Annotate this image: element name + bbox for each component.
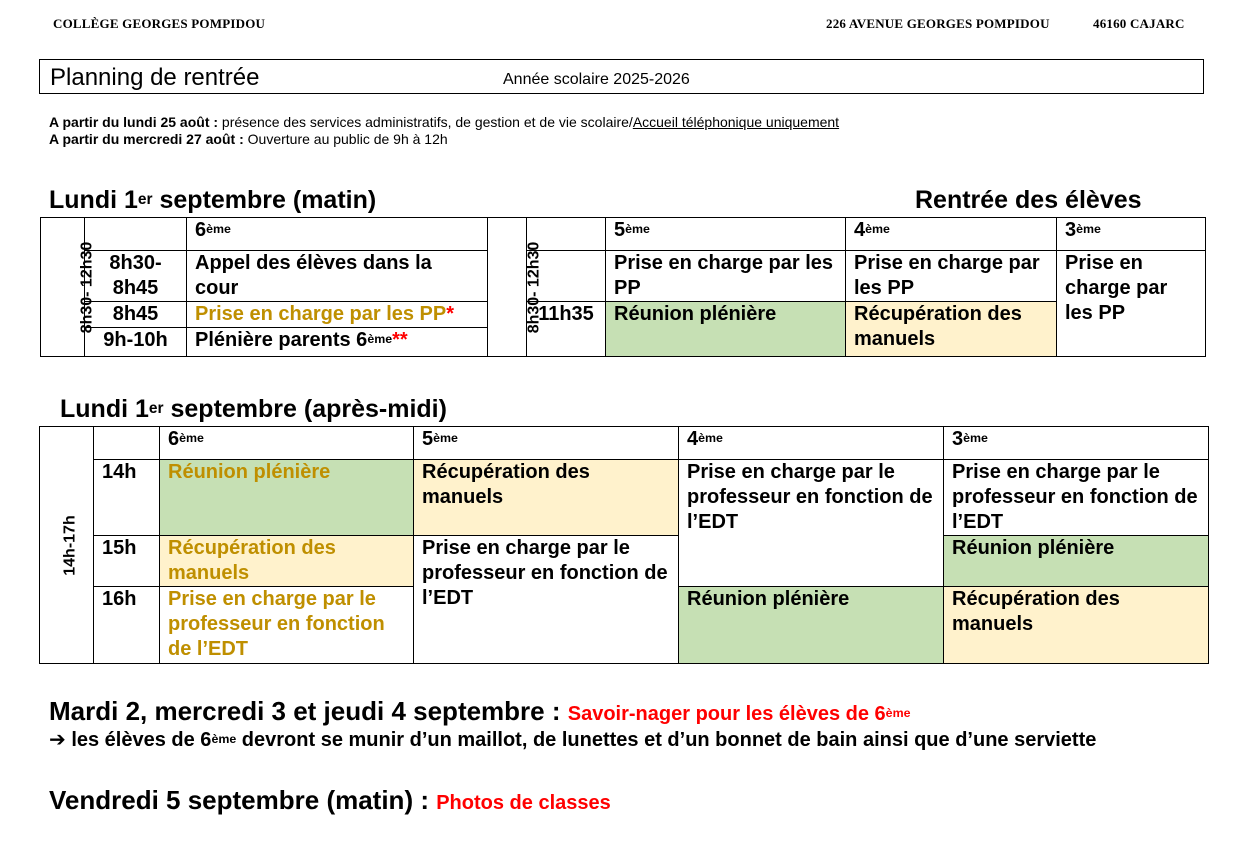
time-cell: 9h-10h (85, 328, 187, 357)
school-street: 226 AVENUE GEORGES POMPIDOU (826, 16, 1050, 31)
school-year: Année scolaire 2025-2026 (503, 71, 690, 88)
week-highlight-text: Savoir-nager pour les élèves de 6 (567, 703, 886, 725)
title-box (39, 59, 1204, 94)
page-title: Planning de rentrée (50, 64, 260, 91)
time-cell: 8h45 (85, 302, 187, 328)
morning-3eme-header (1057, 218, 1206, 251)
level-num: 6 (168, 428, 180, 450)
level-num: 4 (687, 428, 699, 450)
level-sup: ème (865, 221, 890, 236)
week-highlight-sup: ème (885, 705, 911, 720)
info-line-1-date: A partir du lundi 25 août : (49, 114, 219, 130)
monday-morning-title (49, 186, 376, 215)
afternoon-5eme-manuels: Récupération des manuels (414, 460, 679, 536)
afternoon-5eme-edt: Prise en charge par le professeur en fonction de l’EDT (414, 536, 679, 664)
level-sup: ème (179, 430, 204, 445)
ma-title-post: septembre (après-midi) (163, 395, 447, 423)
ma-title-sup: er (148, 400, 164, 418)
pp-text: Prise en charge par les PP (195, 303, 447, 325)
afternoon-6eme-header (160, 427, 414, 460)
afternoon-3eme-pleniere: Réunion plénière (944, 536, 1209, 587)
morning-vertical-label (41, 218, 96, 357)
afternoon-4eme-edt: Prise en charge par le professeur en fonction de l’EDT (679, 460, 944, 587)
afternoon-4eme-header (679, 427, 944, 460)
mm-title-sup: er (137, 191, 153, 209)
morning-6eme-header (187, 218, 488, 251)
school-city: 46160 CAJARC (1093, 16, 1185, 31)
double-asterisk-mark: ** (392, 329, 408, 351)
week-highlight (568, 703, 911, 725)
time-cell: 16h (94, 587, 160, 664)
level-sup: ème (698, 430, 723, 445)
afternoon-4eme-pleniere: Réunion plénière (679, 587, 944, 664)
mm-title-post: septembre (matin) (152, 186, 377, 214)
friday-title: Vendredi 5 septembre (matin) : (49, 785, 437, 815)
level-num: 3 (952, 428, 964, 450)
afternoon-5eme-header (414, 427, 679, 460)
ma-title-pre: Lundi 1 (60, 395, 149, 423)
info-line-1-text: présence des services administratifs, de gestion et de vie scolaire/ (218, 114, 633, 130)
level-num: 4 (854, 219, 866, 241)
morning-6eme-appel: Appel des élèves dans la cour (187, 251, 488, 302)
morning-table-6eme (40, 217, 488, 357)
afternoon-3eme-header (944, 427, 1209, 460)
info-line-1-phone: Accueil téléphonique uniquement (632, 114, 840, 130)
level-num: 6 (195, 219, 207, 241)
week-note-post: devront se munir d’un maillot, de lunettes et d’un bonnet de bain ainsi que d’une serviette (236, 729, 1097, 751)
afternoon-vertical-text: 14h-17h (61, 515, 79, 576)
friday-highlight: Photos de classes (436, 792, 611, 814)
morning-6eme-parents (187, 328, 488, 357)
morning-6eme-pp (187, 302, 488, 328)
morning-vertical-text-2: 8h30- 12h30 (525, 241, 543, 334)
rentree-title: Rentrée des élèves (915, 186, 1142, 214)
level-sup: ème (963, 430, 988, 445)
morning-empty-header (85, 218, 187, 251)
time-cell: 8h30-8h45 (85, 251, 187, 302)
level-sup: ème (433, 430, 458, 445)
morning-table-other-levels (487, 217, 1206, 357)
info-line-2-date: A partir du mercredi 27 août : (49, 131, 244, 147)
afternoon-vertical-label (40, 427, 94, 664)
info-line-1 (49, 114, 839, 131)
parents-sup: ème (367, 331, 393, 346)
mm-title-pre: Lundi 1 (49, 186, 138, 214)
afternoon-6eme-manuels: Récupération des manuels (160, 536, 414, 587)
level-sup: ème (1076, 221, 1101, 236)
time-cell: 11h35 (527, 302, 606, 357)
parents-text: Plénière parents 6 (195, 329, 368, 351)
morning-5eme-pleniere: Réunion plénière (606, 302, 846, 357)
afternoon-6eme-pleniere: Réunion plénière (160, 460, 414, 536)
morning-vertical-text: 8h30- 12h30 (78, 241, 96, 334)
level-num: 3 (1065, 219, 1077, 241)
afternoon-3eme-manuels: Récupération des manuels (944, 587, 1209, 664)
morning-4eme-manuels: Récupération des manuels (846, 302, 1057, 357)
info-line-2-text: Ouverture au public de 9h à 12h (243, 131, 448, 147)
week-title: Mardi 2, mercredi 3 et jeudi 4 septembre : (49, 696, 568, 726)
school-name: COLLÈGE GEORGES POMPIDOU (53, 16, 266, 31)
morning-5eme-header (606, 218, 846, 251)
morning-vertical-label-2 (488, 218, 543, 357)
time-cell: 14h (94, 460, 160, 536)
week-line (49, 696, 910, 727)
afternoon-table (39, 426, 1209, 664)
afternoon-3eme-edt: Prise en charge par le professeur en fonction de l’EDT (944, 460, 1209, 536)
level-sup: ème (625, 221, 650, 236)
time-cell: 15h (94, 536, 160, 587)
week-note-sup: ème (211, 731, 237, 746)
morning-4eme-header (846, 218, 1057, 251)
morning-4eme-pp: Prise en charge par les PP (846, 251, 1057, 302)
week-note-pre: les élèves de 6 (65, 729, 212, 751)
level-num: 5 (422, 428, 434, 450)
level-sup: ème (206, 221, 231, 236)
arrow-icon: ➔ (49, 729, 66, 751)
monday-afternoon-title (60, 395, 447, 424)
morning-3eme-pp: Prise en charge par les PP (1057, 251, 1206, 357)
asterisk-mark: * (446, 303, 455, 325)
friday-line (49, 785, 611, 816)
afternoon-empty-header (94, 427, 160, 460)
info-line-2 (49, 131, 448, 148)
level-num: 5 (614, 219, 626, 241)
afternoon-6eme-edt: Prise en charge par le professeur en fonction de l’EDT (160, 587, 414, 664)
morning-5eme-pp: Prise en charge par les PP (606, 251, 846, 302)
week-note (49, 727, 1096, 752)
